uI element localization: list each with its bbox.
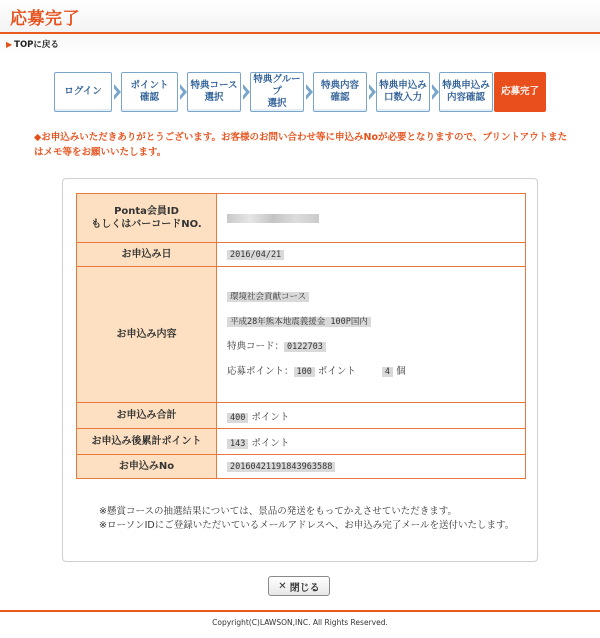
top-link[interactable] [6,40,59,50]
points-unit: ポイント [317,365,356,377]
table-row [77,267,526,403]
step-content-check: 特典内容 確認 [313,72,367,112]
after-points-label: お申込み後累計ポイント [77,429,217,455]
arrow-right-icon: ▶ [6,40,13,49]
table-row [77,455,526,479]
result-table [76,193,526,479]
ponta-id-value [217,194,526,243]
application-no-label: お申込みNo [77,455,217,479]
chevron-right-icon [114,84,121,100]
top-link-row [0,34,600,54]
content-label: お申込み内容 [77,267,217,403]
step-course-select: 特典コース 選択 [187,72,241,112]
points-label: 応募ポイント： [227,365,294,377]
close-button[interactable] [268,576,330,596]
chevron-right-icon [432,84,439,100]
page-header [0,0,600,34]
total-value: 400 ポイント [217,403,526,429]
count-value: 4 [382,367,393,377]
note-lottery: ※懸賞コースの抽選結果については、景品の発送をもってかえさせていただきます。 [99,506,458,517]
code-value: 0122703 [284,342,326,352]
chevron-right-icon [306,84,313,100]
step-confirm: 特典申込み 内容確認 [439,72,493,112]
code-label: 特典コード： [227,341,285,352]
chevron-right-icon [243,84,250,100]
masked-id [227,214,319,223]
page-title: 応募完了 [10,9,80,29]
course-name: 環境社会貢献コース [227,292,309,302]
step-complete: 応募完了 [494,72,546,112]
notes [99,505,519,534]
result-panel [62,178,538,562]
close-button-label: 閉じる [289,582,320,594]
application-no-value: 20160421191843963588 [217,455,526,479]
chevron-right-icon [369,84,376,100]
content-value [217,267,526,403]
total-label: お申込み合計 [77,403,217,429]
table-row [77,243,526,267]
after-points-value: 143 ポイント [217,429,526,455]
step-login: ログイン [54,72,112,112]
notice-message: ◆お申込みいただきありがとうございます。お客様のお問い合わせ等に申込みNoが必要となりますので、プリントアウトまたはメモ等をお願いいたします。 [34,132,568,159]
table-row [77,194,526,243]
top-link-label: TOPに戻る [14,40,59,50]
item-name: 平成28年熊本地震義援金 100P国内 [227,317,371,327]
chevron-right-icon [180,84,187,100]
step-point-check: ポイント 確認 [121,72,178,112]
step-quantity-input: 特典申込み 口数入力 [376,72,430,112]
table-row [77,403,526,429]
count-unit: 個 [396,365,406,377]
date-label: お申込み日 [77,243,217,267]
date-value: 2016/04/21 [217,243,526,267]
note-email: ※ローソンIDにご登録いただいているメールアドレスへ、お申込み完了メールを送付いたします。 [99,520,515,532]
footer [0,610,600,638]
ponta-id-label: Ponta会員ID もしくはバーコードNO. [77,194,217,243]
close-icon: ✕ [278,580,287,592]
step-group-select: 特典グループ 選択 [250,72,304,112]
copyright: Copyright(C)LAWSON,INC. All Rights Reserved. [212,618,388,627]
table-row [77,429,526,455]
points-value: 100 [294,367,315,377]
